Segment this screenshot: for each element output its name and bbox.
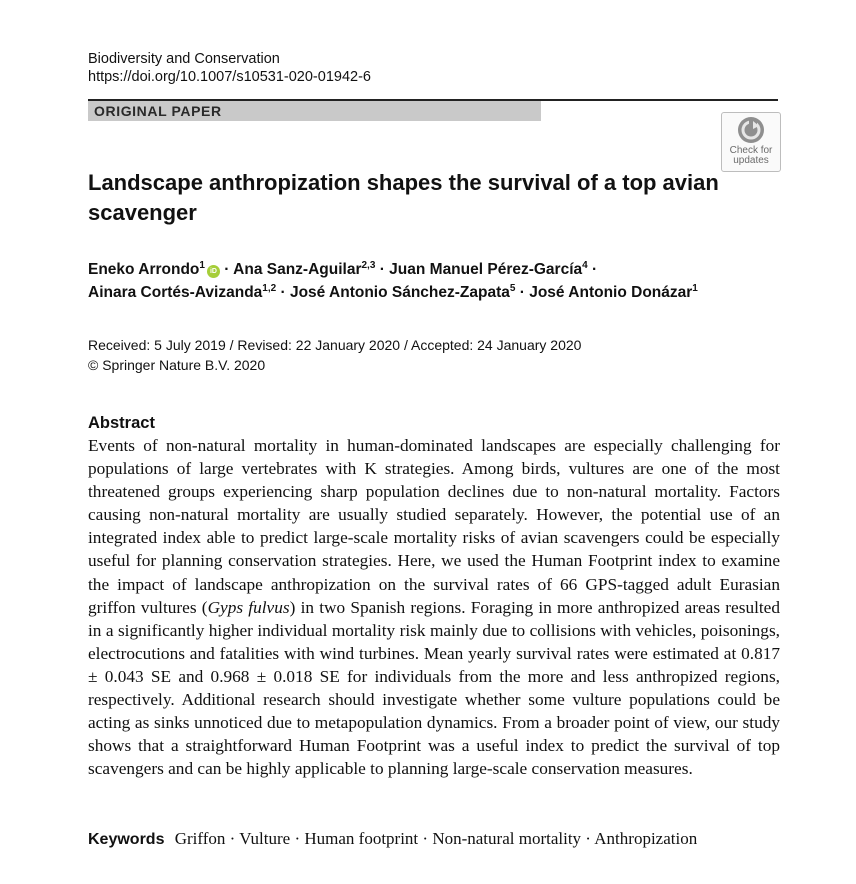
author-separator: · — [515, 284, 530, 301]
doi-link[interactable]: https://doi.org/10.1007/s10531-020-01942-6 — [88, 69, 371, 85]
journal-name: Biodiversity and Conservation — [88, 51, 280, 67]
check-for-updates-icon — [736, 115, 766, 145]
author-name[interactable]: José Antonio Sánchez-Zapata — [289, 284, 510, 301]
abstract-text-part: Events of non-natural mortality in human-dominated landscapes are especially challenging for populations of large vertebrates with K strategies. Among birds, vultures are one of the most threatened groups experiencing sharp population declines due to non-natural mortality. Factors causing non-natural mortality are usually studied separately. However, the potential use of an integrated index able to predict large-scale mortality risks of avian scavengers could be especially useful for planning conservation strategies. Here, we used the Human Footprint index to examine the impact of landscape anthropization on the survival rates of 66 GPS-tagged adult Eurasian griffon vultures ( — [88, 436, 780, 617]
author-affiliation: 1,2 — [262, 283, 277, 294]
keywords-label: Keywords — [88, 831, 165, 848]
keywords: Keywords Griffon · Vulture · Human footprint · Non-natural mortality · Anthropization — [88, 829, 698, 848]
article-dates — [88, 335, 581, 375]
keyword: Human footprint — [304, 829, 419, 848]
keyword: Vulture — [239, 829, 291, 848]
author-affiliation: 4 — [582, 260, 588, 271]
author-name[interactable]: Ana Sanz-Aguilar — [233, 261, 362, 278]
author-name[interactable]: Juan Manuel Pérez-García — [389, 261, 583, 278]
journal-header — [88, 50, 371, 86]
author-name[interactable]: Ainara Cortés-Avizanda — [88, 284, 263, 301]
species-name: Gyps fulvus — [207, 597, 290, 617]
author-separator: · — [219, 261, 234, 278]
date-history: Received: 5 July 2019 / Revised: 22 January 2020 / Accepted: 24 January 2020 — [88, 337, 582, 353]
copyright: © Springer Nature B.V. 2020 — [88, 357, 266, 373]
abstract-heading: Abstract — [88, 414, 155, 432]
author-affiliation: 1 — [199, 260, 205, 271]
author-affiliation: 5 — [509, 283, 516, 294]
check-for-updates-label: Check for updates — [729, 145, 773, 166]
article-title: Landscape anthropization shapes the survival of a top avian scavenger — [88, 170, 719, 225]
author-separator: · — [587, 261, 598, 278]
author-affiliation: 1 — [692, 283, 698, 294]
keyword: Anthropization — [594, 829, 698, 848]
author-separator: · — [276, 284, 290, 301]
keyword: Griffon — [174, 829, 226, 848]
article-type-bar — [88, 101, 541, 121]
article-type: ORIGINAL PAPER — [94, 103, 222, 119]
abstract-text-part: ) in two Spanish regions. Foraging in more anthropized areas resulted in a significantly higher individual mortality risk mainly due to collisions with vehicles, poisonings, electrocutions and fatalities with wind turbines. Mean yearly survival rates were estimated at 0.817 ± 0.043 SE and 0.968 ± 0.018 SE for individuals from the more and less anthropized regions, respectively. Additional research should investigate whether some vulture populations could be acting as sinks unnoticed due to metapopulation dynamics. From a broader point of view, our study shows that a straightforward Human Footprint was a useful index to predict the survival of top scavengers and can be highly applicable to planning large-scale conservation measures. — [88, 597, 780, 779]
author-name[interactable]: Eneko Arrondo — [88, 261, 200, 278]
orcid-icon[interactable]: iD — [207, 265, 220, 278]
abstract-text — [88, 434, 780, 780]
author-affiliation: 2,3 — [361, 260, 376, 271]
author-name[interactable]: José Antonio Donázar — [529, 284, 693, 301]
keyword: Non-natural mortality — [432, 829, 582, 848]
author-list — [88, 258, 808, 304]
check-for-updates-button[interactable] — [721, 112, 781, 172]
author-separator: · — [375, 261, 390, 278]
